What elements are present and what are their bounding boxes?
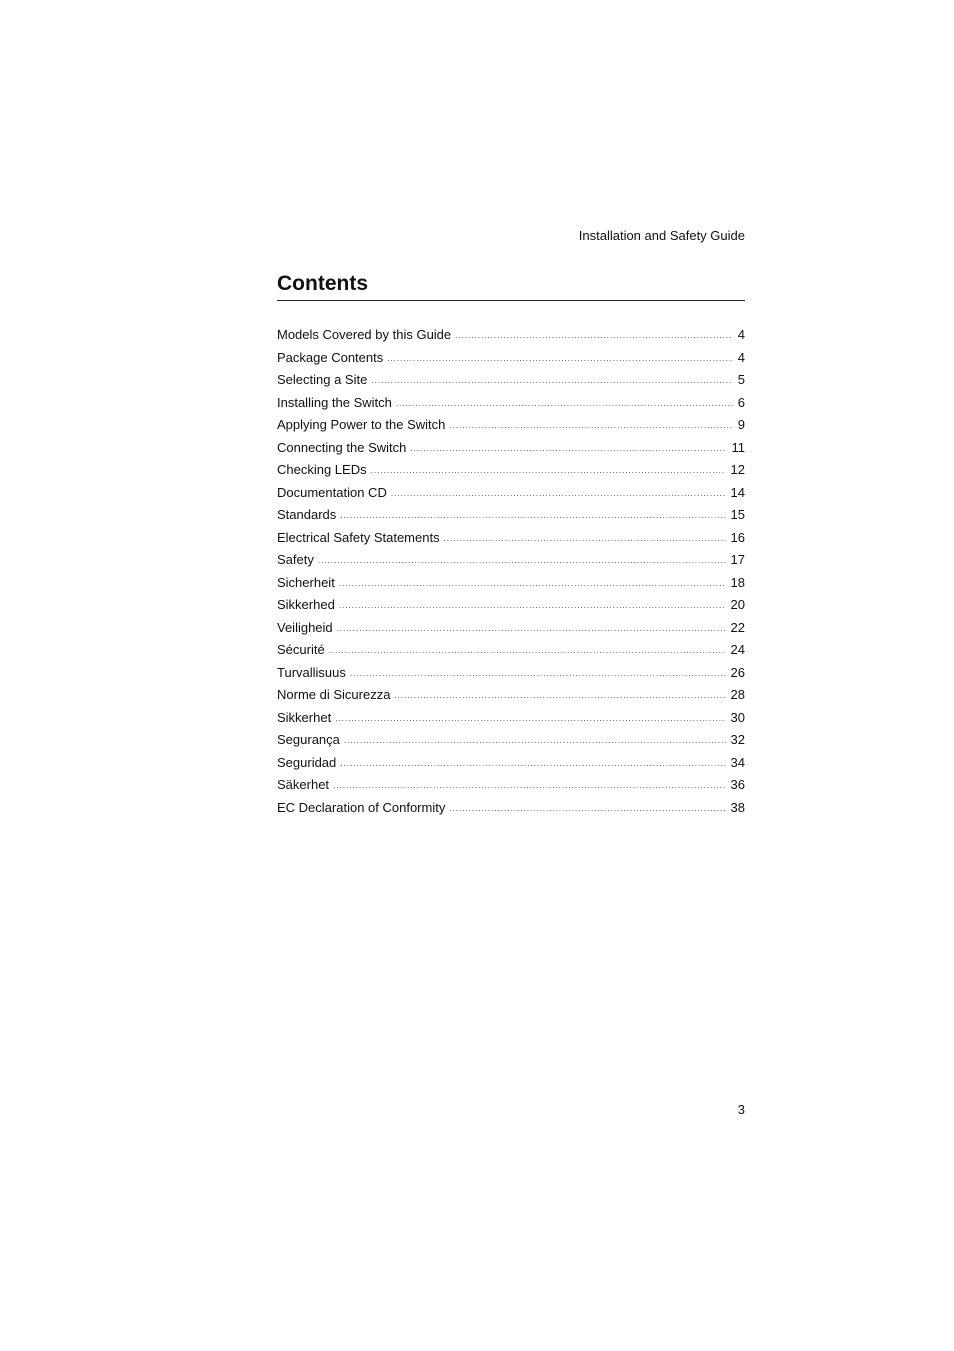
- toc-dot-leader: [371, 460, 726, 483]
- toc-entry-label: Connecting the Switch: [277, 439, 407, 455]
- toc-entry-label: Seguridad: [277, 754, 337, 770]
- toc-entry: [277, 324, 745, 347]
- toc-entry: [277, 797, 745, 820]
- toc-entry: [277, 594, 745, 617]
- toc-entry: [277, 459, 745, 482]
- toc-entry: [277, 504, 745, 527]
- toc-dot-leader: [387, 348, 733, 371]
- toc-dot-leader: [329, 640, 726, 663]
- toc-dot-leader: [444, 528, 726, 551]
- toc-entry: [277, 572, 745, 595]
- toc-entry-page: 14: [730, 484, 745, 500]
- toc-entry-label: Electrical Safety Statements: [277, 529, 440, 545]
- toc-entry-page: 11: [731, 439, 745, 455]
- toc-entry-label: Applying Power to the Switch: [277, 417, 446, 432]
- toc-entry-page: 24: [730, 642, 745, 657]
- toc-dot-leader: [335, 708, 725, 731]
- toc-dot-leader: [410, 438, 726, 461]
- toc-entry-page: 15: [730, 507, 745, 522]
- toc-dot-leader: [340, 753, 725, 776]
- toc-dot-leader: [337, 618, 726, 641]
- toc-entry: [277, 549, 745, 572]
- toc-entry-label: Säkerhet: [277, 777, 330, 792]
- toc-entry-label: Models Covered by this Guide: [277, 327, 452, 342]
- toc-entry-label: Sicherheit: [277, 574, 335, 590]
- toc-entry: [277, 662, 745, 685]
- toc-entry-page: 32: [730, 732, 745, 747]
- toc-dot-leader: [340, 505, 725, 528]
- table-of-contents: [277, 324, 745, 819]
- toc-entry: [277, 639, 745, 662]
- toc-entry-label: Sécurité: [277, 642, 325, 657]
- toc-entry: [277, 752, 745, 775]
- toc-dot-leader: [449, 798, 725, 821]
- toc-entry-page: 5: [737, 372, 745, 387]
- toc-entry: [277, 347, 745, 370]
- toc-dot-leader: [350, 663, 726, 686]
- toc-entry-page: 30: [730, 709, 745, 725]
- toc-entry-page: 38: [730, 799, 745, 815]
- toc-entry-page: 9: [737, 417, 745, 432]
- toc-dot-leader: [394, 685, 725, 708]
- toc-entry-page: 12: [730, 462, 745, 477]
- toc-entry: [277, 527, 745, 550]
- running-header: Installation and Safety Guide: [578, 228, 745, 243]
- toc-dot-leader: [333, 775, 725, 798]
- toc-entry: [277, 437, 745, 460]
- toc-entry: [277, 392, 745, 415]
- toc-dot-leader: [339, 595, 726, 618]
- toc-entry: [277, 684, 745, 707]
- toc-entry: [277, 729, 745, 752]
- toc-entry-label: Veiligheid: [277, 619, 333, 635]
- page-title: Contents: [277, 272, 368, 295]
- toc-entry-label: Segurança: [277, 732, 340, 747]
- title-rule: [277, 300, 745, 301]
- toc-entry: [277, 617, 745, 640]
- toc-entry: [277, 482, 745, 505]
- toc-entry-label: Package Contents: [277, 349, 384, 365]
- toc-entry-page: 22: [730, 619, 745, 635]
- toc-entry-page: 4: [737, 349, 745, 365]
- toc-dot-leader: [449, 415, 732, 438]
- toc-dot-leader: [396, 393, 733, 416]
- toc-entry-label: Turvallisuus: [277, 664, 346, 680]
- toc-entry-page: 26: [730, 664, 745, 680]
- toc-dot-leader: [391, 483, 726, 506]
- toc-entry-label: Selecting a Site: [277, 372, 368, 387]
- toc-entry-label: Sikkerhet: [277, 709, 332, 725]
- toc-entry-label: EC Declaration of Conformity: [277, 799, 446, 815]
- toc-dot-leader: [344, 730, 726, 753]
- toc-entry-label: Safety: [277, 552, 314, 567]
- toc-dot-leader: [371, 370, 732, 393]
- toc-entry: [277, 369, 745, 392]
- toc-dot-leader: [339, 573, 726, 596]
- toc-entry-label: Installing the Switch: [277, 394, 392, 410]
- toc-entry-label: Standards: [277, 507, 337, 522]
- toc-entry-page: 36: [730, 777, 745, 792]
- toc-entry-label: Checking LEDs: [277, 462, 367, 477]
- toc-entry-label: Documentation CD: [277, 484, 387, 500]
- toc-entry: [277, 774, 745, 797]
- toc-entry-page: 6: [737, 394, 745, 410]
- toc-entry-label: Norme di Sicurezza: [277, 687, 391, 702]
- toc-entry: [277, 707, 745, 730]
- toc-entry-page: 16: [730, 529, 745, 545]
- toc-entry-label: Sikkerhed: [277, 597, 335, 612]
- toc-dot-leader: [455, 325, 733, 348]
- toc-entry-page: 28: [730, 687, 745, 702]
- toc-entry: [277, 414, 745, 437]
- toc-dot-leader: [318, 550, 726, 573]
- toc-entry-page: 4: [737, 327, 745, 342]
- toc-entry-page: 20: [730, 597, 745, 612]
- page-number: 3: [737, 1102, 745, 1117]
- toc-entry-page: 17: [730, 552, 745, 567]
- toc-entry-page: 34: [730, 754, 745, 770]
- toc-entry-page: 18: [730, 574, 745, 590]
